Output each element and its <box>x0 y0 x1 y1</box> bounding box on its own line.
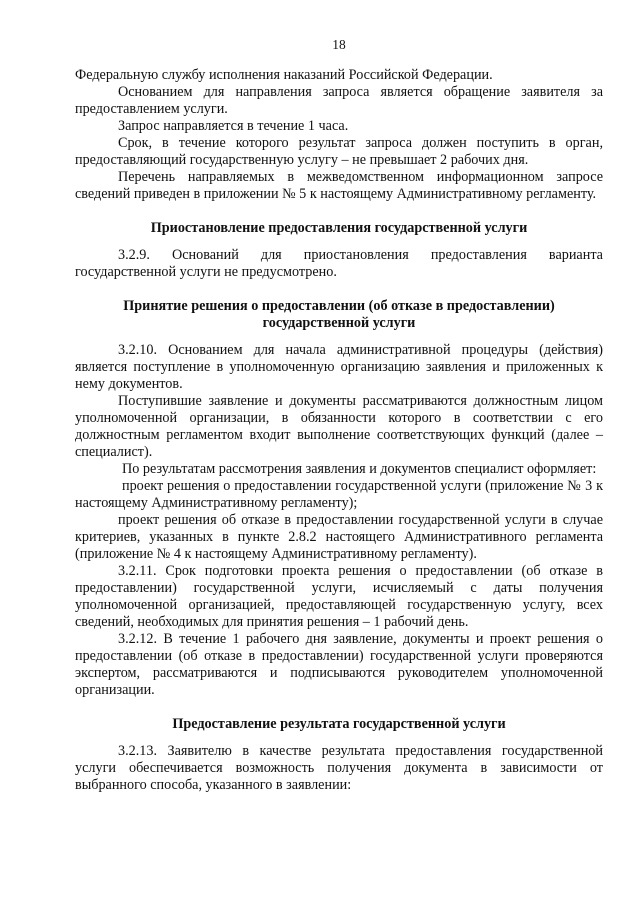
paragraph: Срок, в течение которого результат запроса должен поступить в орган, предоставляющий государственную услугу – не превышает 2 рабочих дня. <box>75 135 603 168</box>
paragraph: 3.2.9. Оснований для приостановления предоставления варианта государственной услуги не предусмотрено. <box>75 247 603 280</box>
paragraph: Федеральную службу исполнения наказаний Российской Федерации. <box>75 67 493 83</box>
paragraph: проект решения об отказе в предоставлении государственной услуги в случае критериев, указанных в пункте 2.8.2 настоящего Административного регламента (приложение № 4 к настоящему Административному регламенту). <box>75 512 603 562</box>
paragraph: 3.2.13. Заявителю в качестве результата предоставления государственной услуги обеспечивается возможность получения документа в зависимости от выбранного способа, указанного в заявлении: <box>75 743 603 793</box>
paragraph: Поступившие заявление и документы рассматриваются должностным лицом уполномоченной организации, в обязанности которого в соответствии с его должностным регламентом входит выполнение соответствующих функций (далее – специалист). <box>75 393 603 460</box>
paragraph: Перечень направляемых в межведомственном информационном запросе сведений приведен в приложении № 5 к настоящему Административному регламенту. <box>75 169 603 202</box>
paragraph: проект решения о предоставлении государственной услуги (приложение № 3 к настоящему Административному регламенту); <box>75 478 603 511</box>
paragraph: Запрос направляется в течение 1 часа. <box>118 118 349 134</box>
paragraph: 3.2.11. Срок подготовки проекта решения о предоставлении (об отказе в предоставлении) государственной услуги, исчисляемый с даты получения уполномоченной организацией, предоставляющей государственную услугу, всех сведений, необходимых для принятия решения – 1 рабочий день. <box>75 563 603 630</box>
page-number: 18 <box>332 37 346 52</box>
section-heading-result: Предоставление результата государственной услуги <box>172 716 506 732</box>
paragraph: Основанием для направления запроса является обращение заявителя за предоставлением услуги. <box>75 84 603 117</box>
section-heading-decision: Принятие решения о предоставлении (об отказе в предоставлении) государственной услуги <box>123 298 555 331</box>
paragraph: По результатам рассмотрения заявления и документов специалист оформляет: <box>122 461 597 477</box>
section-heading-suspension: Приостановление предоставления государственной услуги <box>150 220 528 236</box>
paragraph: 3.2.12. В течение 1 рабочего дня заявление, документы и проект решения о предоставлении (об отказе в предоставлении) государственной услуги проверяются экспертом, рассматриваются и подписываются руководителем уполномоченной организации. <box>75 631 603 698</box>
paragraph: 3.2.10. Основанием для начала административной процедуры (действия) является поступление в уполномоченную организацию заявления и приложенных к нему документов. <box>75 342 603 392</box>
